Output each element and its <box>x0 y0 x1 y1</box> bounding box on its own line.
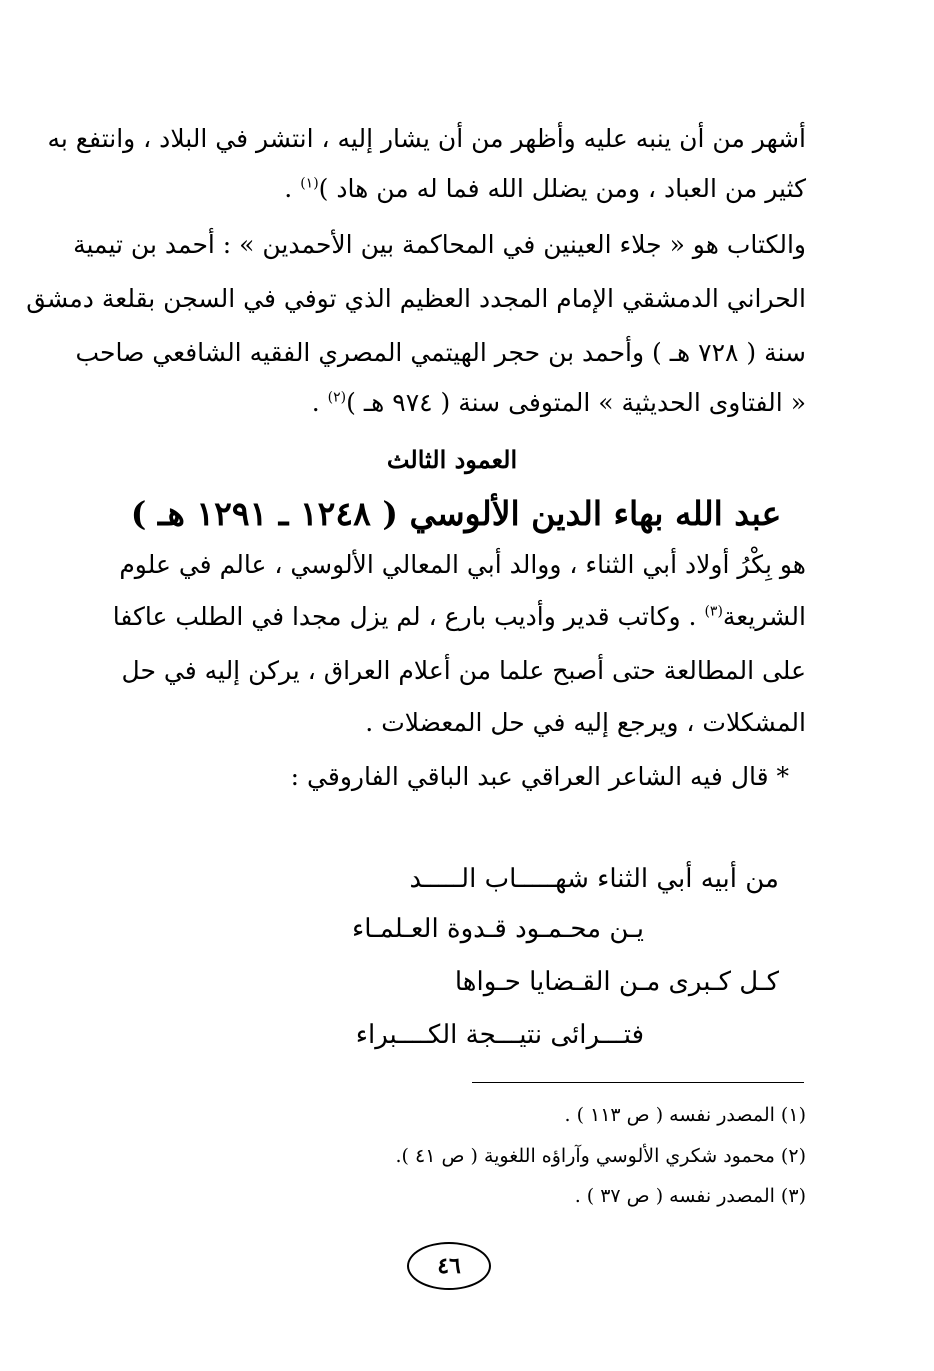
paragraph1-line2-text: كثير من العباد ، ومن يضلل الله فما له من هاد ) <box>318 174 806 203</box>
paragraph3-line2 <box>112 600 806 634</box>
paragraph2-line4-text: « الفتاوى الحديثية » المتوفى سنة ( ٩٧٤ هـ ) <box>346 388 806 417</box>
paragraph2-line4-end: . <box>311 388 328 417</box>
biography-heading: عبد الله بهاء الدين الألوسي ( ١٢٤٨ ـ ١٢٩١ هـ ) <box>130 494 782 533</box>
verse2-first-hemistich: كـل كـبرى مـن القـضايا حـواها <box>454 967 779 997</box>
verse1-second-hemistich: يـن محـمـود قـدوة العـلمـاء <box>351 914 644 944</box>
page-number-text: ٤٦ <box>437 1253 461 1279</box>
footnote-ref-1: (١) <box>300 175 319 192</box>
paragraph2-line2: الحراني الدمشقي الإمام المجدد العظيم الذي توفي في السجن بقلعة دمشق <box>26 284 806 313</box>
section-title: العمود الثالث <box>386 445 518 474</box>
paragraph1-line2 <box>126 172 806 206</box>
paragraph2-line4 <box>126 386 806 420</box>
paragraph3-line3: على المطالعة حتى أصبح علما من أعلام العراق ، يركن إليه في حل <box>121 656 806 685</box>
page-number <box>407 1242 491 1290</box>
footnote-2: (٢) محمود شكري الألوسي وآراؤه اللغوية ( ص ٤١ ). <box>395 1145 806 1167</box>
paragraph3-line2-start: الشريعة <box>722 602 806 631</box>
footnote-separator <box>472 1082 804 1083</box>
paragraph3-line2-rest: . وكاتب قدير وأديب بارع ، لم يزل مجدا في الطلب عاكفا <box>112 602 705 631</box>
paragraph3-line4: المشكلات ، ويرجع إليه في حل المعضلات . <box>365 708 806 737</box>
verse2-second-hemistich: فتـــرائى نتيـــجة الكــــبراء <box>355 1020 644 1050</box>
paragraph1-line2-end: . <box>284 174 301 203</box>
paragraph3-line1: هو بِكْرُ أولاد أبي الثناء ، ووالد أبي المعالي الألوسي ، عالم في علوم <box>119 550 806 579</box>
footnote-3: (٣) المصدر نفسه ( ص ٣٧ ) . <box>574 1185 806 1207</box>
footnote-ref-2: (٢) <box>327 389 347 406</box>
footnote-1: (١) المصدر نفسه ( ص ١١٣ ) . <box>564 1104 806 1126</box>
footnote-ref-3: (٣) <box>704 603 723 620</box>
paragraph2-line3: سنة ( ٧٢٨ هـ ) وأحمد بن حجر الهيتمي المصري الفقيه الشافعي صاحب <box>75 338 806 367</box>
verse1-first-hemistich: من أبيه أبي الثناء شهـــــاب الـــــد <box>409 864 779 894</box>
poem-intro: * قال فيه الشاعر العراقي عبد الباقي الفاروقي : <box>290 762 789 791</box>
paragraph1-line1: أشهر من أن ينبه عليه وأظهر من أن يشار إليه ، انتشر في البلاد ، وانتفع به <box>47 124 806 153</box>
paragraph2-line1: والكتاب هو « جلاء العينين في المحاكمة بين الأحمدين » : أحمد بن تيمية <box>73 230 806 259</box>
